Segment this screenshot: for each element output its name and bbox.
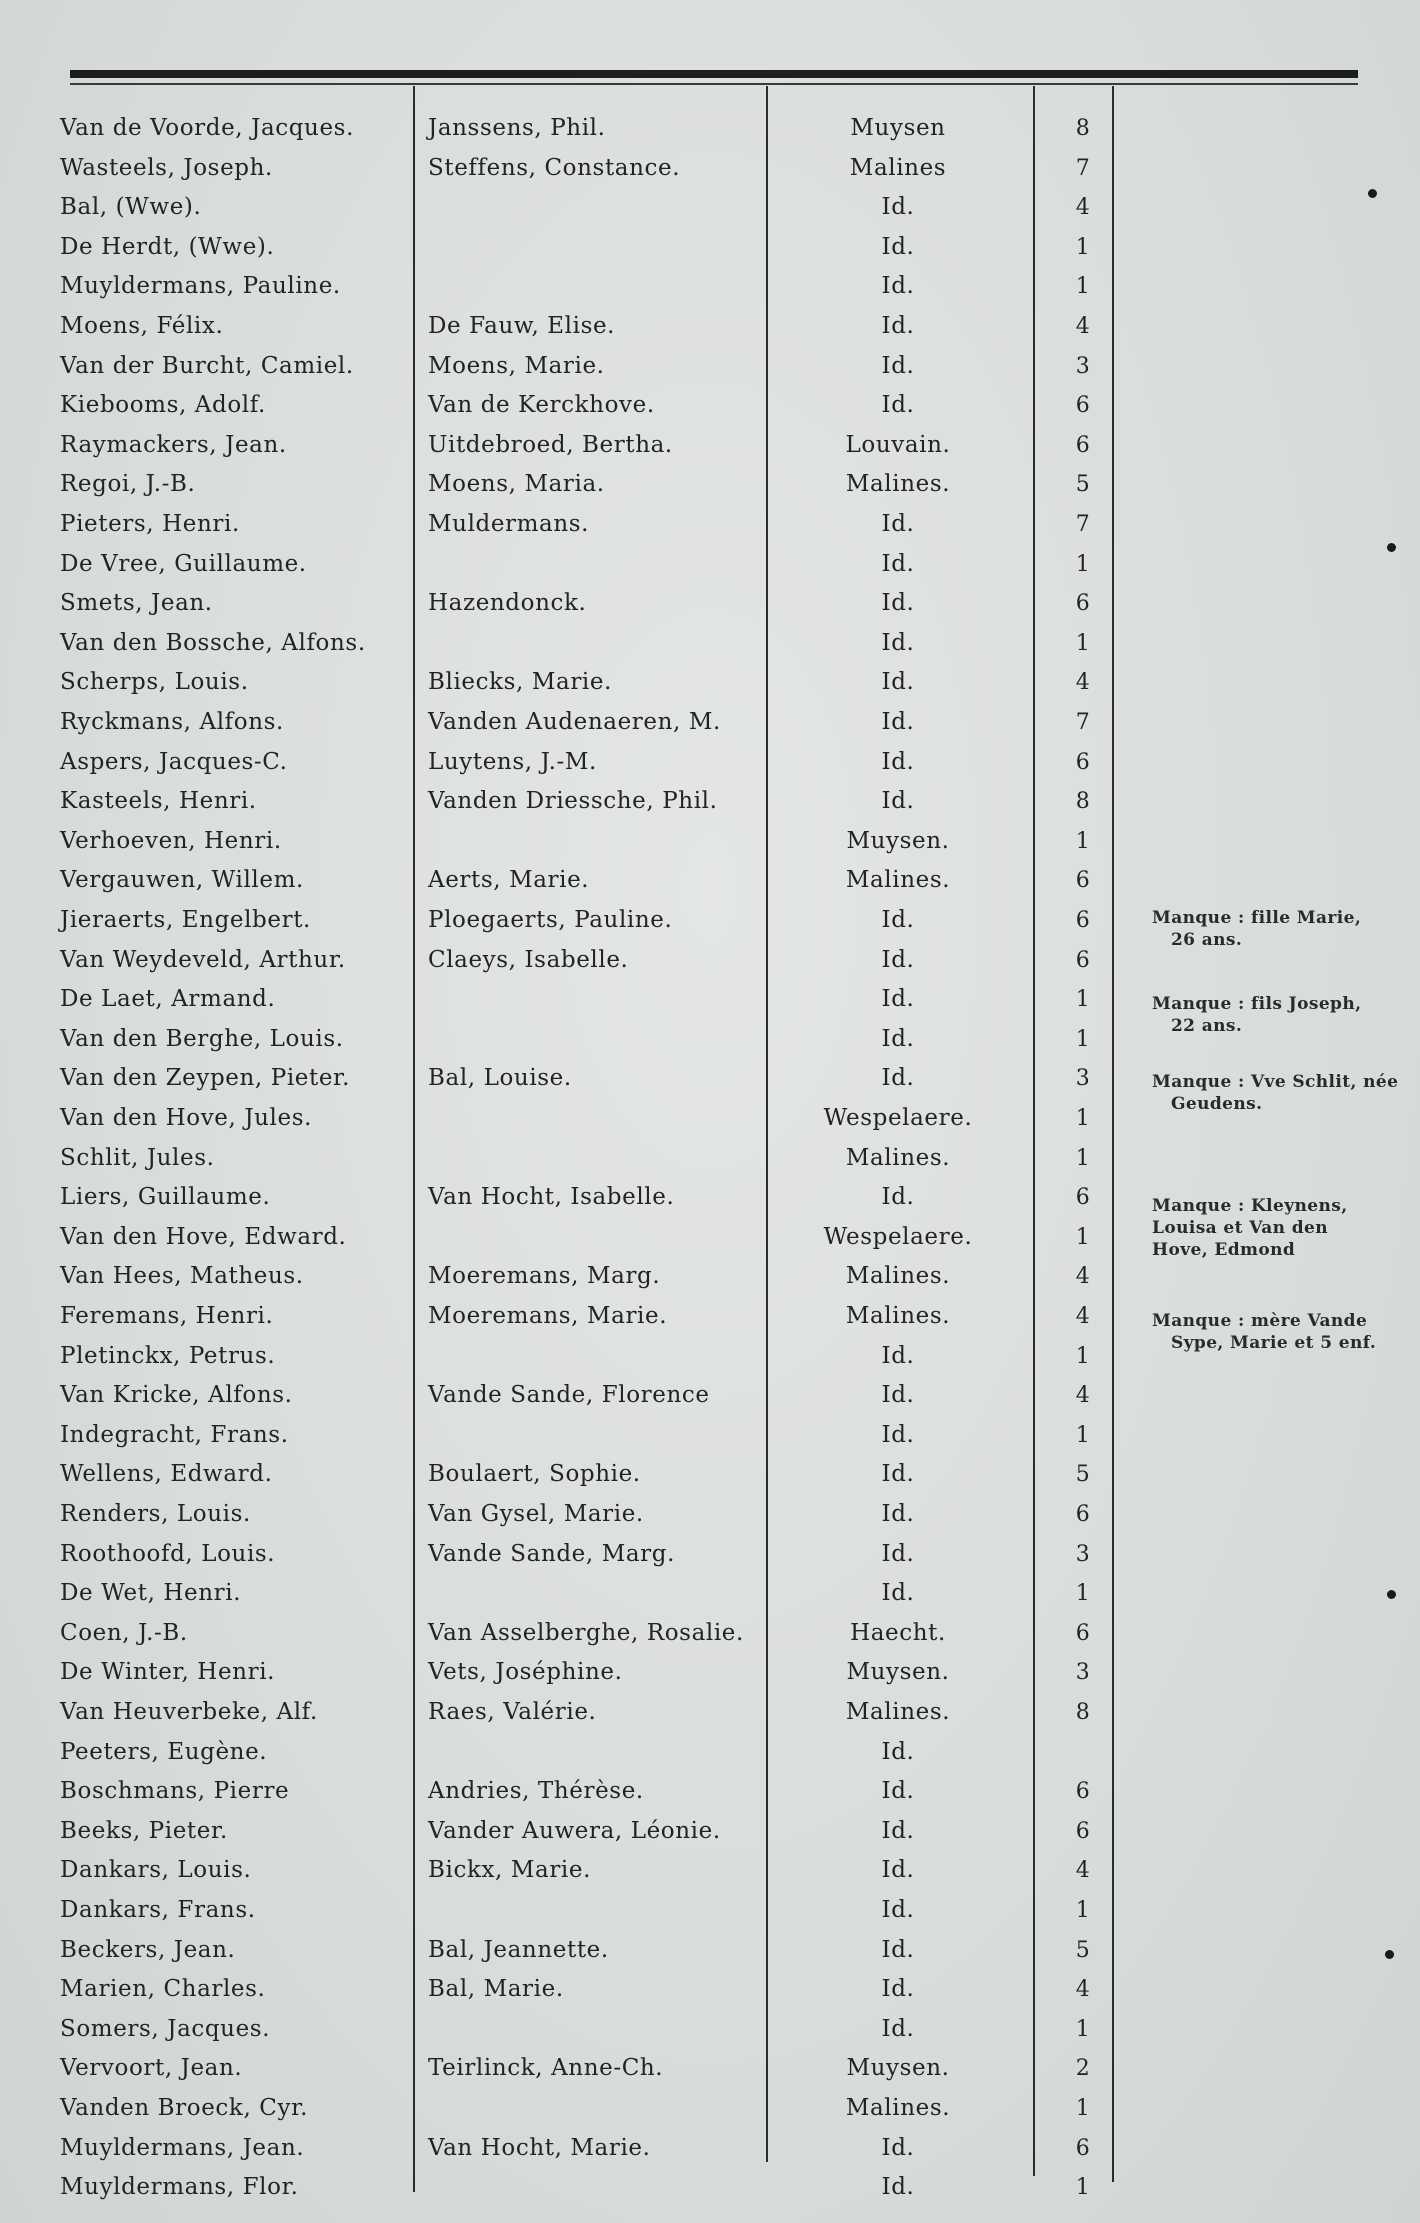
- spouse-name: Van de Kerckhove.: [428, 392, 655, 419]
- person-name: Verhoeven, Henri.: [60, 827, 282, 854]
- place-name: Muysen.: [846, 827, 950, 854]
- table-row: [0, 1653, 1420, 1692]
- table-row: [0, 109, 1420, 148]
- person-name: Dankars, Louis.: [60, 1857, 252, 1884]
- place-name: Id.: [881, 1738, 915, 1765]
- person-name: Ryckmans, Alfons.: [60, 709, 284, 735]
- person-name: Pletinckx, Petrus.: [60, 1342, 276, 1369]
- person-name: Somers, Jacques.: [60, 2015, 271, 2042]
- place-name: Id.: [881, 273, 915, 300]
- household-count: 1: [1075, 1343, 1091, 1369]
- table-row: [0, 267, 1420, 306]
- person-name: De Winter, Henri.: [60, 1659, 276, 1686]
- household-count: 7: [1075, 512, 1091, 537]
- household-count: 1: [1075, 1224, 1091, 1250]
- table-row: [0, 663, 1420, 702]
- person-name: Vervoort, Jean.: [60, 2055, 243, 2082]
- person-name: Van der Burcht, Camiel.: [60, 352, 354, 379]
- punch-hole-mark: [1387, 1590, 1396, 1599]
- place-name: Id.: [881, 1421, 915, 1448]
- household-count: 6: [1075, 591, 1091, 617]
- household-count: 1: [1075, 987, 1091, 1013]
- spouse-name: Bal, Marie.: [428, 1976, 564, 2003]
- person-name: Jieraerts, Engelbert.: [60, 907, 311, 933]
- person-name: Coen, J.-B.: [60, 1619, 188, 1646]
- household-count: 6: [1075, 2135, 1091, 2161]
- household-count: 1: [1075, 1898, 1091, 1923]
- household-count: 4: [1075, 1858, 1091, 1884]
- household-count: 1: [1075, 828, 1091, 854]
- place-name: Id.: [881, 788, 915, 815]
- place-name: Id.: [881, 1540, 915, 1567]
- spouse-name: Uitdebroed, Bertha.: [428, 431, 673, 458]
- person-name: De Laet, Armand.: [60, 986, 276, 1013]
- spouse-name: Vanden Audenaeren, M.: [428, 709, 721, 735]
- household-count: 6: [1075, 1185, 1091, 1211]
- top-rule-thin: [70, 83, 1358, 85]
- spouse-name: Vander Auwera, Léonie.: [428, 1817, 721, 1844]
- person-name: Marien, Charles.: [60, 1976, 266, 2003]
- missing-persons-note: Manque : fille Marie, 26 ans.: [1152, 908, 1362, 950]
- place-name: Id.: [881, 946, 915, 973]
- household-count: 1: [1075, 274, 1091, 300]
- table-row: [0, 386, 1420, 425]
- person-name: Wasteels, Joseph.: [60, 154, 273, 181]
- household-count: 6: [1075, 1620, 1091, 1646]
- table-row: [0, 1733, 1420, 1772]
- place-name: Id.: [881, 1936, 915, 1963]
- person-name: Van de Voorde, Jacques.: [60, 115, 354, 141]
- place-name: Id.: [881, 550, 915, 577]
- person-name: Van Kricke, Alfons.: [60, 1382, 293, 1409]
- place-name: Id.: [881, 2015, 915, 2042]
- table-row: [0, 1535, 1420, 1574]
- place-name: Id.: [881, 629, 915, 656]
- household-count: 3: [1075, 353, 1091, 379]
- table-row: [0, 307, 1420, 346]
- household-count: 4: [1075, 195, 1091, 221]
- place-name: Id.: [881, 1184, 915, 1211]
- household-count: 6: [1075, 1502, 1091, 1527]
- table-row: [0, 2049, 1420, 2088]
- person-name: Van Hees, Matheus.: [60, 1263, 304, 1290]
- household-count: 3: [1075, 1660, 1091, 1686]
- table-row: [0, 188, 1420, 227]
- person-name: Indegracht, Frans.: [60, 1421, 289, 1448]
- table-row: [0, 1416, 1420, 1455]
- table-row: [0, 228, 1420, 267]
- household-count: 4: [1075, 314, 1091, 339]
- place-name: Id.: [881, 1857, 915, 1884]
- household-count: 1: [1075, 2175, 1091, 2201]
- household-count: 4: [1075, 1304, 1091, 1329]
- missing-persons-note: Manque : fils Joseph, 22 ans.: [1152, 994, 1362, 1036]
- table-row: [0, 2168, 1420, 2207]
- spouse-name: Raes, Valérie.: [428, 1699, 597, 1725]
- spouse-name: Boulaert, Sophie.: [428, 1461, 641, 1488]
- person-name: Renders, Louis.: [60, 1501, 251, 1527]
- place-name: Louvain.: [845, 431, 951, 458]
- household-count: 1: [1075, 1145, 1091, 1171]
- table-row: [0, 624, 1420, 663]
- place-name: Id.: [881, 1382, 915, 1409]
- place-name: Id.: [881, 2174, 915, 2201]
- spouse-name: Luytens, J.-M.: [428, 748, 597, 775]
- place-name: Wespelaere.: [823, 1105, 973, 1131]
- household-count: 1: [1075, 1026, 1091, 1052]
- person-name: Beeks, Pieter.: [60, 1817, 228, 1844]
- place-name: Id.: [881, 352, 915, 379]
- place-name: Id.: [881, 392, 915, 419]
- table-row: [0, 822, 1420, 861]
- spouse-name: Aerts, Marie.: [428, 867, 590, 894]
- person-name: Van den Hove, Jules.: [60, 1105, 313, 1131]
- person-name: Wellens, Edward.: [60, 1461, 273, 1488]
- punch-hole-mark: [1387, 543, 1396, 552]
- spouse-name: De Fauw, Elise.: [428, 313, 616, 339]
- person-name: Bal, (Wwe).: [60, 194, 202, 221]
- spouse-name: Muldermans.: [428, 511, 590, 537]
- household-count: 6: [1075, 868, 1091, 894]
- person-name: De Herdt, (Wwe).: [60, 233, 275, 260]
- spouse-name: Bliecks, Marie.: [428, 669, 613, 696]
- person-name: Feremans, Henri.: [60, 1303, 274, 1329]
- household-count: 1: [1075, 2096, 1091, 2121]
- punch-hole-mark: [1368, 189, 1377, 198]
- table-row: [0, 505, 1420, 544]
- household-count: 1: [1075, 2016, 1091, 2042]
- table-row: [0, 1851, 1420, 1890]
- spouse-name: Moeremans, Marg.: [428, 1263, 661, 1290]
- household-count: 7: [1075, 710, 1091, 735]
- person-name: Raymackers, Jean.: [60, 431, 287, 458]
- table-row: [0, 1891, 1420, 1930]
- person-name: De Wet, Henri.: [60, 1580, 242, 1607]
- household-count: 1: [1075, 551, 1091, 577]
- place-name: Id.: [881, 748, 915, 775]
- place-name: Id.: [881, 194, 915, 221]
- place-name: Malines: [849, 154, 947, 181]
- household-count: 5: [1075, 472, 1091, 498]
- place-name: Haecht.: [850, 1619, 946, 1646]
- spouse-name: Moens, Marie.: [428, 352, 605, 379]
- household-count: 8: [1075, 116, 1091, 141]
- table-row: [0, 1139, 1420, 1178]
- table-row: [0, 545, 1420, 584]
- place-name: Muysen: [850, 115, 946, 141]
- table-row: [0, 1931, 1420, 1970]
- person-name: Vanden Broeck, Cyr.: [60, 2095, 309, 2121]
- spouse-name: Hazendonck.: [428, 590, 587, 617]
- spouse-name: Van Asselberghe, Rosalie.: [428, 1619, 744, 1646]
- person-name: De Vree, Guillaume.: [60, 550, 307, 577]
- spouse-name: Van Hocht, Marie.: [428, 2134, 651, 2161]
- place-name: Malines.: [845, 867, 951, 894]
- place-name: Id.: [881, 1065, 915, 1092]
- place-name: Malines.: [845, 1303, 951, 1329]
- table-row: [0, 861, 1420, 900]
- household-count: 6: [1075, 393, 1091, 419]
- person-name: Beckers, Jean.: [60, 1936, 236, 1963]
- place-name: Id.: [881, 1461, 915, 1488]
- person-name: Moens, Félix.: [60, 313, 224, 339]
- missing-persons-note: Manque : mère Vande Sype, Marie et 5 enf.: [1152, 1311, 1377, 1353]
- table-row: [0, 465, 1420, 504]
- person-name: Roothoofd, Louis.: [60, 1540, 276, 1567]
- household-count: 1: [1075, 1422, 1091, 1448]
- table-row: [0, 1574, 1420, 1613]
- person-name: Kiebooms, Adolf.: [60, 392, 266, 419]
- spouse-name: Teirlinck, Anne-Ch.: [428, 2055, 664, 2082]
- spouse-name: Claeys, Isabelle.: [428, 946, 629, 973]
- household-count: 2: [1075, 2056, 1091, 2082]
- place-name: Malines.: [845, 1144, 951, 1171]
- household-count: 4: [1075, 670, 1091, 696]
- household-count: 4: [1075, 1383, 1091, 1409]
- place-name: Malines.: [845, 2095, 951, 2121]
- household-count: 1: [1075, 1106, 1091, 1131]
- missing-persons-note: Manque : Kleynens, Louisa et Van den Hove, Edmond: [1152, 1196, 1348, 1260]
- place-name: Malines.: [845, 1263, 951, 1290]
- place-name: Id.: [881, 2134, 915, 2161]
- person-name: Scherps, Louis.: [60, 669, 249, 696]
- place-name: Muysen.: [846, 1659, 950, 1686]
- person-name: Boschmans, Pierre: [60, 1778, 290, 1805]
- person-name: Van Weydeveld, Arthur.: [60, 946, 346, 973]
- spouse-name: Janssens, Phil.: [428, 115, 606, 141]
- place-name: Id.: [881, 233, 915, 260]
- table-row: [0, 149, 1420, 188]
- table-row: [0, 1693, 1420, 1732]
- place-name: Id.: [881, 511, 915, 537]
- household-count: 6: [1075, 749, 1091, 775]
- place-name: Id.: [881, 907, 915, 933]
- place-name: Malines.: [845, 1699, 951, 1725]
- household-count: 6: [1075, 1818, 1091, 1844]
- household-count: 5: [1075, 1462, 1091, 1488]
- place-name: Malines.: [845, 471, 951, 498]
- person-name: Muyldermans, Pauline.: [60, 273, 341, 300]
- table-row: [0, 1970, 1420, 2009]
- table-row: [0, 1772, 1420, 1811]
- person-name: Vergauwen, Willem.: [60, 867, 304, 894]
- household-count: 4: [1075, 1264, 1091, 1290]
- table-row: [0, 2010, 1420, 2049]
- place-name: Id.: [881, 313, 915, 339]
- table-row: [0, 1812, 1420, 1851]
- household-count: 3: [1075, 1066, 1091, 1092]
- person-name: Smets, Jean.: [60, 590, 213, 617]
- place-name: Id.: [881, 709, 915, 735]
- table-row: [0, 703, 1420, 742]
- missing-persons-note: Manque : Vve Schlit, née Geudens.: [1152, 1072, 1399, 1114]
- spouse-name: Steffens, Constance.: [428, 154, 681, 181]
- table-row: [0, 1257, 1420, 1296]
- place-name: Id.: [881, 1580, 915, 1607]
- household-count: 6: [1075, 908, 1091, 933]
- top-rule: [70, 70, 1358, 78]
- household-count: 1: [1075, 1581, 1091, 1607]
- person-name: Kasteels, Henri.: [60, 788, 257, 815]
- table-row: [0, 347, 1420, 386]
- place-name: Id.: [881, 986, 915, 1013]
- spouse-name: Bal, Louise.: [428, 1065, 572, 1092]
- person-name: Aspers, Jacques-C.: [60, 748, 288, 775]
- place-name: Id.: [881, 1025, 915, 1052]
- spouse-name: Vanden Driessche, Phil.: [428, 788, 718, 815]
- spouse-name: Bal, Jeannette.: [428, 1936, 609, 1963]
- place-name: Wespelaere.: [823, 1223, 973, 1250]
- household-count: 6: [1075, 1779, 1091, 1805]
- household-count: 8: [1075, 789, 1091, 815]
- table-row: [0, 782, 1420, 821]
- household-count: 1: [1075, 630, 1091, 656]
- table-row: [0, 1495, 1420, 1534]
- spouse-name: Andries, Thérèse.: [428, 1778, 644, 1805]
- household-count: 8: [1075, 1700, 1091, 1725]
- place-name: Id.: [881, 1342, 915, 1369]
- spouse-name: Vande Sande, Marg.: [428, 1540, 675, 1567]
- table-row: [0, 426, 1420, 465]
- household-count: 6: [1075, 432, 1091, 458]
- household-count: 6: [1075, 947, 1091, 973]
- spouse-name: Van Gysel, Marie.: [428, 1501, 644, 1527]
- place-name: Id.: [881, 1778, 915, 1805]
- person-name: Van den Bossche, Alfons.: [60, 629, 366, 656]
- household-count: 4: [1075, 1977, 1091, 2003]
- person-name: Van den Berghe, Louis.: [60, 1025, 344, 1052]
- person-name: Liers, Guillaume.: [60, 1184, 271, 1211]
- spouse-name: Bickx, Marie.: [428, 1857, 592, 1884]
- person-name: Peeters, Eugène.: [60, 1738, 268, 1765]
- place-name: Id.: [881, 1897, 915, 1923]
- person-name: Van den Zeypen, Pieter.: [60, 1065, 351, 1092]
- household-count: 3: [1075, 1541, 1091, 1567]
- table-row: [0, 584, 1420, 623]
- place-name: Muysen.: [846, 2055, 950, 2082]
- person-name: Muyldermans, Jean.: [60, 2134, 305, 2161]
- punch-hole-mark: [1385, 1950, 1394, 1959]
- table-row: [0, 743, 1420, 782]
- spouse-name: Vets, Joséphine.: [428, 1659, 623, 1686]
- place-name: Id.: [881, 1817, 915, 1844]
- person-name: Van den Hove, Edward.: [60, 1223, 347, 1250]
- table-row: [0, 1614, 1420, 1653]
- place-name: Id.: [881, 1501, 915, 1527]
- person-name: Schlit, Jules.: [60, 1144, 215, 1171]
- table-row: [0, 1455, 1420, 1494]
- table-row: [0, 2129, 1420, 2168]
- person-name: Pieters, Henri.: [60, 511, 240, 537]
- place-name: Id.: [881, 669, 915, 696]
- table-row: [0, 1376, 1420, 1415]
- spouse-name: Vande Sande, Florence: [428, 1382, 710, 1409]
- spouse-name: Moens, Maria.: [428, 471, 605, 498]
- person-name: Regoi, J.-B.: [60, 471, 196, 498]
- spouse-name: Van Hocht, Isabelle.: [428, 1184, 675, 1211]
- person-name: Dankars, Frans.: [60, 1897, 256, 1923]
- household-count: 5: [1075, 1937, 1091, 1963]
- spouse-name: Ploegaerts, Pauline.: [428, 907, 673, 933]
- person-name: Van Heuverbeke, Alf.: [60, 1699, 318, 1725]
- place-name: Id.: [881, 590, 915, 617]
- household-count: 7: [1075, 155, 1091, 181]
- place-name: Id.: [881, 1976, 915, 2003]
- person-name: Muyldermans, Flor.: [60, 2174, 299, 2201]
- household-count: 1: [1075, 234, 1091, 260]
- table-row: [0, 2089, 1420, 2128]
- spouse-name: Moeremans, Marie.: [428, 1303, 668, 1329]
